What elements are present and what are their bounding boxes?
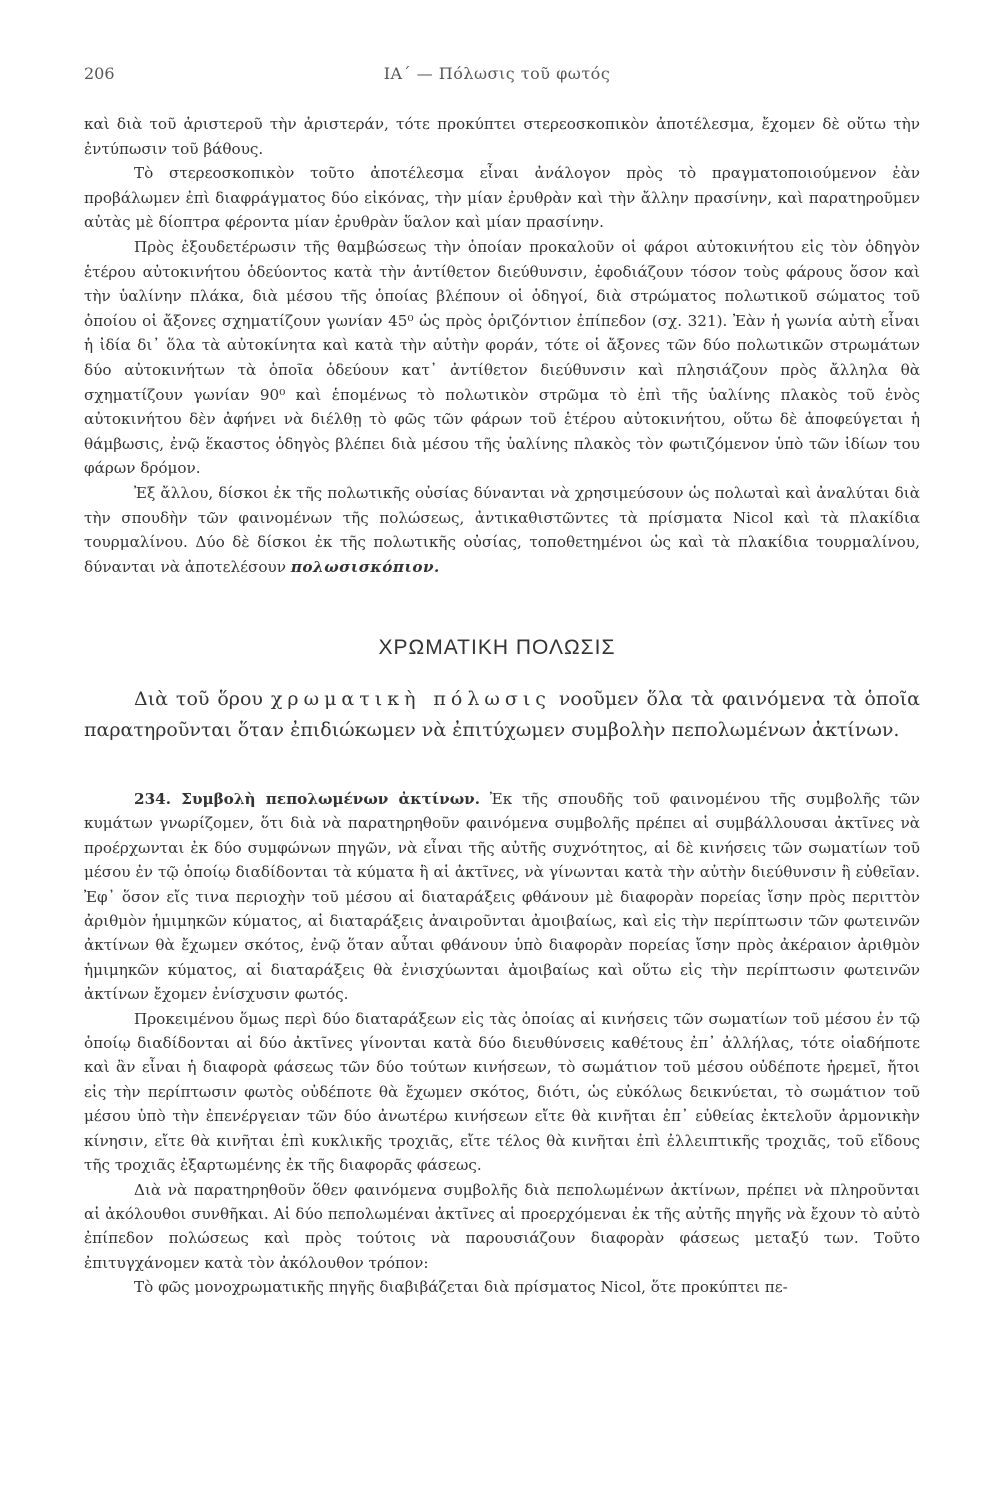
page-number: 206 [84,64,115,83]
paragraph: καὶ διὰ τοῦ ἀριστεροῦ τὴν ἀριστεράν, τότε προκύπτει στερεοσκοπικὸν ἀποτέλεσμα, ἔχομεν δὲ οὕτω τὴν ἐντύπωσιν τοῦ βάθους. [84,115,920,158]
intro-text-b: νοοῦμεν ὅλα τὰ φαινόμενα τὰ ὁποῖα παρατηροῦνται ὅταν ἐπιδιώκωμεν νὰ ἐπιτύχωμεν συμβολὴν πεπολωμένων ἀκτίνων. [84,688,920,741]
paragraph-text: Ἐκ τῆς σπουδῆς τοῦ φαινομένου τῆς συμβολῆς τῶν κυμάτων γνωρίζομεν, ὅτι διὰ νὰ παρατηρηθοῦν φαινόμενα συμβολῆς πρέπει αἱ συμβάλλουσαι ἀκτῖνες νὰ προέρχωνται ἐκ δύο συμφώνων πηγῶν, νὰ εἶναι τῆς αὐτῆς συχνότητος, αἱ δὲ κινήσεις τῶν σωματίων τοῦ μέσου ἐν τῷ ὁποίῳ διαδίδονται τὰ κύματα ἢ αἱ ἀκτῖνες, νὰ γίνωνται κατὰ τὴν αὐτὴν διεύθυνσιν ἢ εὐθεῖαν. Ἐφ᾽ ὅσον εἴς τινα περιοχὴν τοῦ μέσου αἱ διαταράξεις φθάνουν μὲ διαφορὰν πορείας ἴσην πρὸς περιττὸν ἀριθμὸν ἡμιμηκῶν κύματος, αἱ διαταράξεις ἀναιροῦνται ἀμοιβαίως, καὶ εἰς τὴν περίπτωσιν τῶν φωτεινῶν ἀκτίνων θὰ ἔχωμεν σκότος, ἐνῷ ὅταν αὗται φθάνουν ὑπὸ διαφορὰν πορείας ἴσην πρὸς ἀκέραιον ἀριθμὸν ἡμιμηκῶν κύματος, αἱ διαταράξεις θὰ ἐνισχύωνται ἀμοιβαίως καὶ οὕτω εἰς τὴν περίπτωσιν φωτεινῶν ἀκτίνων ἔχομεν ἐνίσχυσιν φωτός. [84,790,920,1004]
paragraph-text: Ἐξ ἄλλου, δίσκοι ἐκ τῆς πολωτικῆς οὐσίας δύνανται νὰ χρησιμεύσουν ὡς πολωταὶ καὶ ἀναλύται διὰ τὴν σπουδὴν τῶν φαινομένων τῆς πολώσεως, ἀντικαθιστῶντες τὰ πρίσματα Nicol καὶ τὰ πλακίδια τουρμαλίνου. Δύο δὲ δίσκοι ἐκ τῆς πολωτικῆς οὐσίας, τοποθετημένοι ὡς καὶ τὰ πλακίδια τουρμαλίνου, δύνανται νὰ ἀποτελέσουν [84,483,920,576]
section-heading: ΧΡΩΜΑΤΙΚΗ ΠΟΛΩΣΙΣ [378,636,616,659]
running-title: ΙΑ΄ — Πόλωσις τοῦ φωτός [383,64,611,83]
paragraph: Διὰ νὰ παρατηρηθοῦν ὅθεν φαινόμενα συμβολῆς διὰ πεπολωμένων ἀκτίνων, πρέπει νὰ πληροῦνται αἱ ἀκόλουθοι συνθῆκαι. Αἱ δύο πεπολωμέναι ἀκτῖνες αἱ προερχόμεναι ἐκ τῆς αὐτῆς πηγῆς νὰ ἔχουν τὸ αὐτὸ ἐπίπεδον πολώσεως καὶ πρὸς τούτοις νὰ παρουσιάζουν διαφορὰν φάσεως μεταξύ των. Τοῦτο ἐπιτυγχάνομεν κατὰ τὸν ἀκόλουθον τρόπον: [84,1180,920,1272]
paragraph: Τὸ στερεοσκοπικὸν τοῦτο ἀποτέλεσμα εἶναι ἀνάλογον πρὸς τὸ πραγματοποιούμενον ἐὰν προβάλωμεν ἐπὶ διαφράγματος δύο εἰκόνας, τὴν μίαν ἐρυθρὰν καὶ τὴν ἄλλην πρασίνην, καὶ παρατηροῦμεν αὐτὰς μὲ δίοπτρα φέροντα μίαν ἐρυθρὰν ὕαλον καὶ μίαν πρασίνην. [84,164,920,232]
subsection-label: 234. Συμβολὴ πεπολωμένων ἀκτίνων. [134,790,480,808]
term-chromatic-polarization: χρωματικὴ πόλωσις [270,688,551,710]
paragraph: Προκειμένου ὅμως περὶ δύο διαταράξεων εἰς τὰς ὁποίας αἱ κινήσεις τῶν σωματίων τοῦ μέσου ἐν τῷ ὁποίῳ διαδίδονται αἱ δύο ἀκτῖνες γίνονται κατὰ δύο διευθύνσεις καθέτους ἐπ᾽ ἀλλήλας, τότε οἱαδήποτε καὶ ἂν εἶναι ἡ διαφορὰ φάσεως τῶν δύο τούτων κινήσεων, τὸ σωμάτιον τοῦ μέσου οὐδέποτε ἠρεμεῖ, ἤτοι εἰς τὴν περίπτωσιν φωτὸς οὐδέποτε θὰ ἔχωμεν σκότος, διότι, ὡς εὐκόλως δεικνύεται, τὸ σωμάτιον τοῦ μέσου ὑπὸ τὴν ἐπενέργειαν τῶν δύο ἀνωτέρω κινήσεων εἴτε θὰ κινῆται ἐπ᾽ εὐθείας ἐκτελοῦν ἁρμονικὴν κίνησιν, εἴτε θὰ κινῆται ἐπὶ κυκλικῆς τροχιᾶς, εἴτε τέλος θὰ κινῆται ἐπὶ ἐλλειπτικῆς τροχιᾶς, τοῦ εἴδους τῆς τροχιᾶς ἐξαρτωμένης ἐκ τῆς διαφορᾶς φάσεως. [84,1009,920,1175]
intro-text-a: Διὰ τοῦ ὅρου [134,688,263,710]
subsection-234 [84,787,920,1300]
paragraph: Τὸ φῶς μονοχρωματικῆς πηγῆς διαβιβάζεται διὰ πρίσματος Nicol, ὅτε προκύπτει πε- [134,1278,788,1297]
page-header [0,64,994,88]
body-text [84,112,920,579]
term-polariscope: πολωσισκόπιον. [290,557,440,576]
section-intro [84,684,920,746]
paragraph [84,481,920,579]
paragraph: Πρὸς ἐξουδετέρωσιν τῆς θαμβώσεως τὴν ὁποίαν προκαλοῦν οἱ φάροι αὐτοκινήτου εἰς τὸν ὁδηγὸν ἑτέρου αὐτοκινήτου ὁδεύοντος κατὰ τὴν ἀντίθετον διεύθυνσιν, ἐφοδιάζουν τόσον τοὺς φάρους ὅσον καὶ τὴν ὑαλίνην πλάκα, διὰ μέσου τῆς ὁποίας βλέπουν οἱ ὁδηγοί, διὰ στρώματος πολωτικοῦ σώματος τοῦ ὁποίου οἱ ἄξονες σχηματίζουν γωνίαν 45⁰ ὡς πρὸς ὁριζόντιον ἐπίπεδον (σχ. 321). Ἐὰν ἡ γωνία αὐτὴ εἶναι ἡ ἰδία δι᾽ ὅλα τὰ αὐτοκίνητα καὶ κατὰ τὴν αὐτὴν φοράν, τότε οἱ ἄξονες τῶν δύο πολωτικῶν στρωμάτων δύο αὐτοκινήτων τὰ ὁποῖα ὁδεύουν κατ᾽ ἀντίθετον διεύθυνσιν καὶ πλησιάζουν πρὸς ἄλληλα θὰ σχηματίζουν γωνίαν 90⁰ καὶ ἑπομένως τὸ πολωτικὸν στρῶμα τὸ ἐπὶ τῆς ὑαλίνης πλακὸς τοῦ ἑνὸς αὐτοκινήτου δὲν ἀφήνει νὰ διέλθῃ τὸ φῶς τῶν φάρων τοῦ ἑτέρου αὐτοκινήτου, οὕτω δὲ ἀποφεύγεται ἡ θάμβωσις, ἐνῷ ἕκαστος ὁδηγὸς βλέπει διὰ μέσου τῆς ὑαλίνης πλακὸς τὸν φωτιζόμενον ὑπὸ τῶν ἰδίων του φάρων δρόμον. [84,237,920,478]
